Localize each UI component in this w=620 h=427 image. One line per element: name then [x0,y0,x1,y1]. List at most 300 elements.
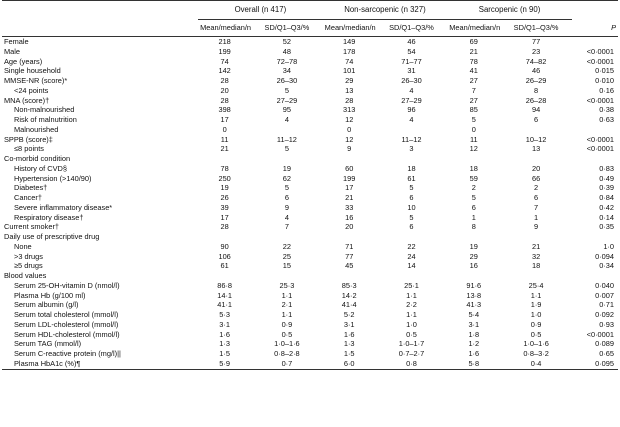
spread-cell: 0·7–2·7 [398,349,425,359]
row-label: ≤8 points [14,144,44,154]
p-value-cell: 0·095 [572,359,618,369]
row-label: >3 drugs [14,251,43,261]
value-cell: 250 [218,173,231,183]
value-cell: 69 [469,37,478,47]
spread-cell: 9 [284,202,289,212]
value-cell: 9 [347,144,352,154]
value-cell: 17 [220,212,229,222]
table-row [2,125,618,135]
spread-cell [376,154,448,164]
group-header-non-sarcopenic: Non-sarcopenic (n 327) [323,1,448,20]
table-row [2,154,618,164]
value-cell: 77 [345,251,354,261]
value-cell: 61 [220,261,229,271]
row-label: ≥5 drugs [14,261,43,271]
spread-cell: 96 [407,105,416,115]
value-cell: 29 [469,251,478,261]
table-row [2,203,618,213]
spread-cell: 0·4 [500,359,572,369]
value-cell: 5·8 [447,359,500,369]
spread-cell: 2 [534,183,539,193]
p-value-cell: 0·63 [599,115,614,125]
row-label: MMSE-NR (score)* [4,76,68,86]
spread-cell: 11–12 [276,134,297,144]
spread-cell: 26–30 [401,76,422,86]
value-cell: 28 [220,76,229,86]
value-cell: 16 [345,212,354,222]
table-row [2,164,618,174]
spread-cell: 24 [407,251,416,261]
spread-cell [251,271,323,281]
spread-cell: 66 [531,173,541,183]
value-cell: 21 [220,144,229,154]
row-label: History of CVD§ [14,163,67,173]
value-cell: 0 [347,124,352,134]
spread-cell: 46 [407,37,416,47]
value-cell: 86·8 [217,280,233,290]
spread-cell: 4 [409,85,414,95]
table-row [2,57,618,67]
spread-cell: 26–30 [276,76,298,86]
p-value-cell [572,125,618,135]
value-col-header: Mean/median/n [323,20,376,37]
row-label: <24 points [14,85,49,95]
spread-cell: 15 [282,261,292,271]
p-value-cell: 0·089 [595,339,614,349]
row-label: Serum TAG (mmol/l) [14,339,82,349]
spread-cell: 10 [407,202,416,212]
value-cell: 218 [218,37,231,47]
table-row [2,320,618,330]
spread-cell: 1·0–1·6 [523,339,549,349]
spread-cell [376,232,448,242]
p-value-cell: 0·42 [599,202,614,212]
spread-cell: 5 [284,85,289,95]
spread-cell: 1·1 [530,290,542,300]
value-cell: 12 [345,134,354,144]
value-cell: 5·3 [219,310,230,320]
value-cell: 106 [218,251,231,261]
spread-cell: 34 [282,66,292,76]
table-row [2,105,618,115]
table-row [2,183,618,193]
spread-cell: 62 [282,173,292,183]
value-cell: 16 [469,261,478,271]
table-row [2,86,618,96]
value-cell: 1·6 [468,349,480,359]
p-value-cell: <0·0001 [586,95,614,105]
spread-cell [376,125,448,135]
p-value-cell: 0·39 [599,183,614,193]
p-value-cell: 0·16 [599,85,614,95]
spread-cell: 0·9 [530,319,542,329]
row-label: Male [4,46,21,56]
value-cell: 7 [471,85,476,95]
value-cell: 45 [345,261,354,271]
value-cell: 11 [220,134,229,144]
value-cell [198,232,251,242]
value-cell: 142 [218,66,231,76]
p-value-cell: 0·84 [599,193,614,203]
spread-cell: 6 [534,115,539,125]
spread-cell: 0·5 [281,329,293,339]
table-row [2,232,618,242]
p-value-cell: 0·094 [595,251,614,261]
p-value-cell [572,154,618,164]
value-cell: 78 [220,163,229,173]
table-row [2,47,618,57]
value-cell: 5·9 [198,359,251,369]
spread-cell: 95 [282,105,292,115]
spread-cell: 26–28 [525,95,547,105]
spread-cell: 52 [282,37,292,47]
spread-cell: 0·8–3·2 [523,349,549,359]
value-cell: 78 [469,56,478,66]
spread-cell: 4 [284,115,289,125]
value-cell: 1·8 [468,329,480,339]
spread-cell: 4 [409,115,414,125]
table-row [2,144,618,154]
spread-cell: 46 [531,66,541,76]
value-cell [323,271,376,281]
spread-cell: 7 [284,222,289,232]
spread-cell: 27–29 [276,95,298,105]
p-value-cell: 0·71 [599,300,614,310]
value-cell: 1·3 [343,339,355,349]
spread-cell: 31 [407,66,416,76]
value-cell: 59 [469,173,478,183]
value-cell [447,232,500,242]
spread-cell: 0·5 [530,329,542,339]
row-label: Serum albumin (g/l) [14,300,79,310]
row-label: Co-morbid condition [4,154,71,164]
row-label: Serum 25-OH-vitamin D (nmol/l) [14,280,120,290]
table-row [2,281,618,291]
row-label: Hypertension (>140/90) [14,173,92,183]
p-value-cell [572,271,618,281]
value-cell: 19 [220,183,229,193]
row-label: None [14,241,32,251]
p-value-cell: <0·0001 [586,134,614,144]
value-cell: 26 [220,193,229,203]
row-label: Age (years) [4,56,43,66]
value-cell: 28 [345,95,354,105]
spread-cell: 61 [407,173,416,183]
spread-cell: 25·3 [279,280,295,290]
spread-cell: 27–29 [401,95,422,105]
table-row [2,291,618,301]
value-cell [447,154,500,164]
value-cell: 12 [345,115,354,125]
group-header-sarcopenic: Sarcopenic (n 90) [447,1,572,20]
spread-cell: 1 [534,212,539,222]
table-row [2,135,618,145]
p-value-cell [572,37,618,47]
spread-cell: 22 [407,241,416,251]
value-cell: 313 [343,105,356,115]
value-cell: 5 [471,115,476,125]
value-cell: 74 [220,56,229,66]
value-cell: 3·1 [468,319,480,329]
spread-cell: 3 [409,144,414,154]
row-label: Single household [4,66,61,76]
p-value-cell: 1·0 [603,241,614,251]
spread-cell: 6 [409,193,414,203]
p-header-blank [572,1,618,20]
spread-cell: 1·1 [281,310,293,320]
spread-cell: 0·5 [406,329,417,339]
value-cell [198,154,251,164]
row-label: Cancer† [14,193,42,203]
value-cell: 0 [471,124,476,134]
spread-cell: 25·4 [528,280,544,290]
value-cell: 199 [218,46,231,56]
row-label: Serum HDL-cholesterol (mmol/l) [14,329,120,339]
value-cell: 33 [345,202,354,212]
value-cell: 19 [469,241,478,251]
spread-cell: 10–12 [525,134,547,144]
spread-col-header: SD/Q1–Q3/% [500,20,572,37]
value-cell: 1·6 [219,329,230,339]
p-value-cell: <0·0001 [586,46,614,56]
table-row [2,339,618,349]
p-value-cell: <0·0001 [586,329,614,339]
characteristics-table [2,0,618,370]
value-cell: 41 [469,66,478,76]
spread-cell: 94 [531,105,541,115]
spread-cell: 5 [409,183,414,193]
spread-cell: 1·9 [530,300,542,310]
table-row [2,330,618,340]
row-label: Daily use of prescriptive drug [4,232,100,242]
value-cell: 6·0 [323,359,376,369]
value-cell: 5·2 [343,310,355,320]
value-cell: 21 [345,193,354,203]
spread-cell: 74–82 [525,56,547,66]
spread-cell: 1·0 [406,319,417,329]
value-cell: 18 [469,163,478,173]
spread-cell: 1·0–1·7 [398,339,425,349]
spread-cell: 1·1 [406,290,417,300]
spread-cell: 25 [282,251,292,261]
value-cell: 12 [469,144,478,154]
row-label: Plasma HbA1c (%)¶ [2,359,198,369]
spread-cell: 8 [534,85,539,95]
row-label: Risk of malnutrition [14,115,77,125]
spread-cell: 18 [407,163,416,173]
table-row [2,359,618,369]
table-body [2,37,618,370]
value-cell: 1·6 [343,329,355,339]
p-value-cell: 0·49 [599,173,614,183]
spread-cell [500,154,572,164]
value-cell: 71 [345,241,354,251]
table-row [2,96,618,106]
spread-cell [500,271,572,281]
spread-cell: 1·0–1·6 [274,339,300,349]
value-cell: 14·1 [217,290,233,300]
value-cell: 85·3 [341,280,357,290]
p-value-cell: 0·015 [595,66,614,76]
value-cell: 90 [220,241,229,251]
spread-cell: 22 [282,241,292,251]
spread-cell [500,232,572,242]
spread-cell: 9 [534,222,539,232]
table-row [2,76,618,86]
table-row [2,37,618,47]
spread-cell: 4 [284,212,289,222]
value-cell [323,154,376,164]
spread-cell: 54 [407,46,416,56]
spread-col-header: SD/Q1–Q3/% [376,20,448,37]
spread-cell [251,154,323,164]
value-cell: 199 [343,173,356,183]
label-subheader-blank [2,20,198,37]
value-cell: 39 [220,202,229,212]
value-cell [198,271,251,281]
value-cell: 1·5 [219,349,230,359]
value-cell: 41·4 [341,300,357,310]
value-cell [447,271,500,281]
value-cell: 20 [345,222,354,232]
value-cell: 1 [471,212,476,222]
spread-cell: 0·9 [281,319,293,329]
spread-cell: 13 [531,144,541,154]
spread-cell: 77 [531,37,541,47]
value-cell: 60 [345,163,354,173]
spread-cell: 7 [534,202,539,212]
value-cell: 13 [345,85,354,95]
value-cell: 14·2 [341,290,357,300]
row-label: Blood values [4,271,47,281]
value-cell: 41·1 [217,300,233,310]
spread-cell: 2·2 [406,300,417,310]
value-cell: 1·5 [343,349,355,359]
spread-cell [500,125,572,135]
row-label: Female [4,37,29,47]
spread-cell: 20 [531,163,541,173]
spread-cell: 2·1 [281,300,293,310]
table-row [2,310,618,320]
p-value-cell: 0·35 [599,222,614,232]
p-value-cell: 0·34 [599,261,614,271]
spread-col-header: SD/Q1–Q3/% [251,20,323,37]
spread-cell: 6 [284,193,289,203]
value-cell: 17 [345,183,354,193]
value-cell: 28 [220,222,229,232]
row-label: MNA (score)† [4,95,50,105]
value-cell: 91·6 [466,280,482,290]
p-value-cell: 0·14 [599,212,614,222]
table-row [2,193,618,203]
value-cell: 17 [220,115,229,125]
value-cell: 74 [345,56,354,66]
spread-cell: 0·8–2·8 [274,349,300,359]
spread-cell [376,271,448,281]
spread-cell: 21 [531,241,541,251]
value-cell: 8 [471,222,476,232]
p-value-cell [572,232,618,242]
table-row [2,271,618,281]
value-cell: 5 [471,193,476,203]
value-cell: 1·3 [219,339,230,349]
p-value-cell: 0·83 [599,163,614,173]
row-label: Serum total cholesterol (mmol/l) [14,310,119,320]
spread-cell: 1·1 [281,290,293,300]
p-value-cell: 0·38 [599,105,614,115]
value-cell: 28 [220,95,229,105]
row-label: SPPB (score)‡ [4,134,53,144]
spread-cell: 23 [531,46,541,56]
row-label: Current smoker† [4,222,60,232]
p-value-cell: 0·93 [599,319,614,329]
row-label: Serum C-reactive protein (mg/l)|| [14,349,121,359]
row-label: Serum LDL-cholesterol (mmol/l) [14,319,119,329]
spread-cell: 26–29 [525,76,547,86]
value-cell: 6 [471,202,476,212]
value-cell: 13·8 [466,290,482,300]
table-row [2,300,618,310]
value-cell [323,232,376,242]
value-cell: 3·1 [343,319,355,329]
table-row [2,66,618,76]
spread-cell: 6 [409,222,414,232]
value-cell: 41·3 [466,300,482,310]
value-cell: 178 [343,46,356,56]
spread-cell: 6 [534,193,539,203]
value-cell: 149 [343,37,356,47]
value-col-header: Mean/median/n [198,20,251,37]
row-label: Non-malnourished [14,105,75,115]
spread-cell: 5 [284,144,289,154]
value-cell: 2 [471,183,476,193]
value-cell: 1·2 [468,339,480,349]
p-value-cell: 0·092 [595,310,614,320]
table-row [2,252,618,262]
spread-cell: 32 [531,251,541,261]
p-value-cell: <0·0001 [586,144,614,154]
value-cell: 27 [469,76,478,86]
value-cell: 20 [220,85,229,95]
p-value-cell: 0·040 [595,280,614,290]
table-row [2,222,618,232]
p-value-header: P [572,20,618,37]
table-row [2,115,618,125]
table-row [2,174,618,184]
spread-cell: 19 [282,163,292,173]
spread-cell [251,232,323,242]
value-cell: 21 [469,46,478,56]
spread-cell: 48 [282,46,292,56]
spread-cell [251,125,323,135]
p-value-cell: 0·65 [599,349,614,359]
spread-cell: 25·1 [404,280,419,290]
value-cell: 27 [469,95,478,105]
value-cell: 29 [345,76,354,86]
p-value-cell: <0·0001 [586,56,614,66]
p-value-cell: 0·007 [595,290,614,300]
row-label: Diabetes† [14,183,48,193]
spread-cell: 5 [284,183,289,193]
table-row [2,261,618,271]
group-header-overall: Overall (n 417) [198,1,323,20]
spread-cell: 71–77 [401,56,422,66]
row-label: Malnourished [14,124,59,134]
table-row [2,213,618,223]
row-label: Severe inflammatory disease* [14,202,113,212]
spread-cell: 18 [531,261,541,271]
value-cell: 11 [469,134,478,144]
